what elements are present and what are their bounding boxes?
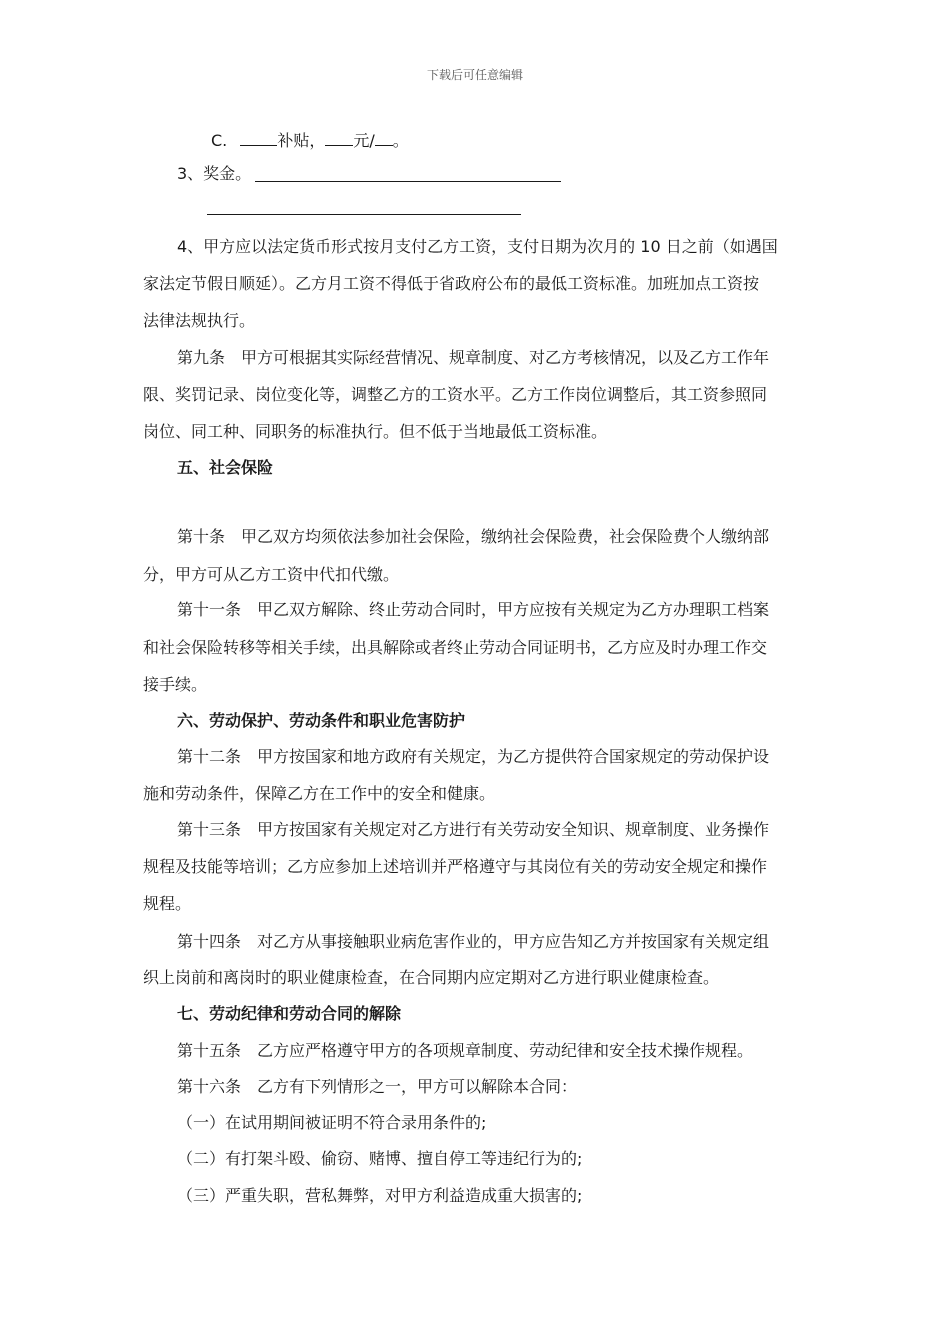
- allowance-label: C.: [211, 131, 228, 150]
- p4-line-1: 4、甲方应以法定货币形式按月支付乙方工资，支付日期为次月的 10 日之前（如遇国: [177, 237, 778, 256]
- article9-line-1: 第九条 甲方可根据其实际经营情况、规章制度、对乙方考核情况，以及乙方工作年: [177, 348, 770, 367]
- article13-line-1: 第十三条 甲方按国家有关规定对乙方进行有关劳动安全知识、规章制度、业务操作: [177, 820, 770, 839]
- article11-line-1: 第十一条 甲乙双方解除、终止劳动合同时，甲方应按有关规定为乙方办理职工档案: [177, 600, 770, 619]
- p4-line-3: 法律法规执行。: [143, 311, 256, 330]
- article9-line-3: 岗位、同工种、同职务的标准执行。但不低于当地最低工资标准。: [143, 422, 608, 441]
- article10-line-1: 第十条 甲乙双方均须依法参加社会保险，缴纳社会保险费，社会保险费个人缴纳部: [177, 527, 770, 546]
- p4-line-2: 家法定节假日顺延）。乙方月工资不得低于省政府公布的最低工资标准。加班加点工资按: [143, 274, 760, 293]
- article12-line-1: 第十二条 甲方按国家和地方政府有关规定，为乙方提供符合国家规定的劳动保护设: [177, 747, 770, 766]
- list-item: （三）严重失职，营私舞弊，对甲方利益造成重大损害的;: [177, 1186, 583, 1205]
- article12-line-2: 施和劳动条件，保障乙方在工作中的安全和健康。: [143, 784, 496, 803]
- allowance-period-blank: [375, 129, 393, 146]
- page-header: 下载后可任意编辑: [426, 68, 523, 82]
- allowance-amount-blank: [325, 129, 353, 146]
- list-item: （二）有打架斗殴、偷窃、赌博、擅自停工等违纪行为的;: [177, 1149, 583, 1168]
- article11-line-2: 和社会保险转移等相关手续，出具解除或者终止劳动合同证明书，乙方应及时办理工作交: [143, 638, 768, 657]
- allowance-end-text: 。: [392, 131, 409, 150]
- allowance-unit-text: 元/: [353, 131, 375, 150]
- article13-line-3: 规程。: [143, 894, 192, 913]
- article14-line-2: 织上岗前和离岗时的职业健康检查，在合同期内应定期对乙方进行职业健康检查。: [143, 968, 720, 987]
- article14-line-1: 第十四条 对乙方从事接触职业病危害作业的，甲方应告知乙方并按国家有关规定组: [177, 932, 770, 951]
- bonus-blank-2: [207, 214, 521, 215]
- section5-heading: 五、社会保险: [177, 458, 274, 477]
- allowance-line: [211, 129, 409, 151]
- article13-line-2: 规程及技能等培训；乙方应参加上述培训并严格遵守与其岗位有关的劳动安全规定和操作: [143, 857, 768, 876]
- bonus-line: [177, 164, 251, 184]
- bonus-blank-1: [255, 181, 561, 182]
- list-item: （一）在试用期间被证明不符合录用条件的;: [177, 1113, 487, 1132]
- section6-heading: 六、劳动保护、劳动条件和职业危害防护: [177, 711, 466, 730]
- article10-line-2: 分，甲方可从乙方工资中代扣代缴。: [143, 565, 400, 584]
- section7-heading: 七、劳动纪律和劳动合同的解除: [177, 1004, 402, 1023]
- allowance-mid-text: 补贴，: [277, 131, 326, 150]
- allowance-type-blank: [240, 129, 277, 146]
- article9-line-2: 限、奖罚记录、岗位变化等，调整乙方的工资水平。乙方工作岗位调整后，其工资参照同: [143, 385, 768, 404]
- article15-line: 第十五条 乙方应严格遵守甲方的各项规章制度、劳动纪律和安全技术操作规程。: [177, 1041, 754, 1060]
- bonus-label: 3、奖金。: [177, 164, 252, 183]
- article11-line-3: 接手续。: [143, 675, 208, 694]
- article16-line: 第十六条 乙方有下列情形之一，甲方可以解除本合同：: [177, 1077, 578, 1096]
